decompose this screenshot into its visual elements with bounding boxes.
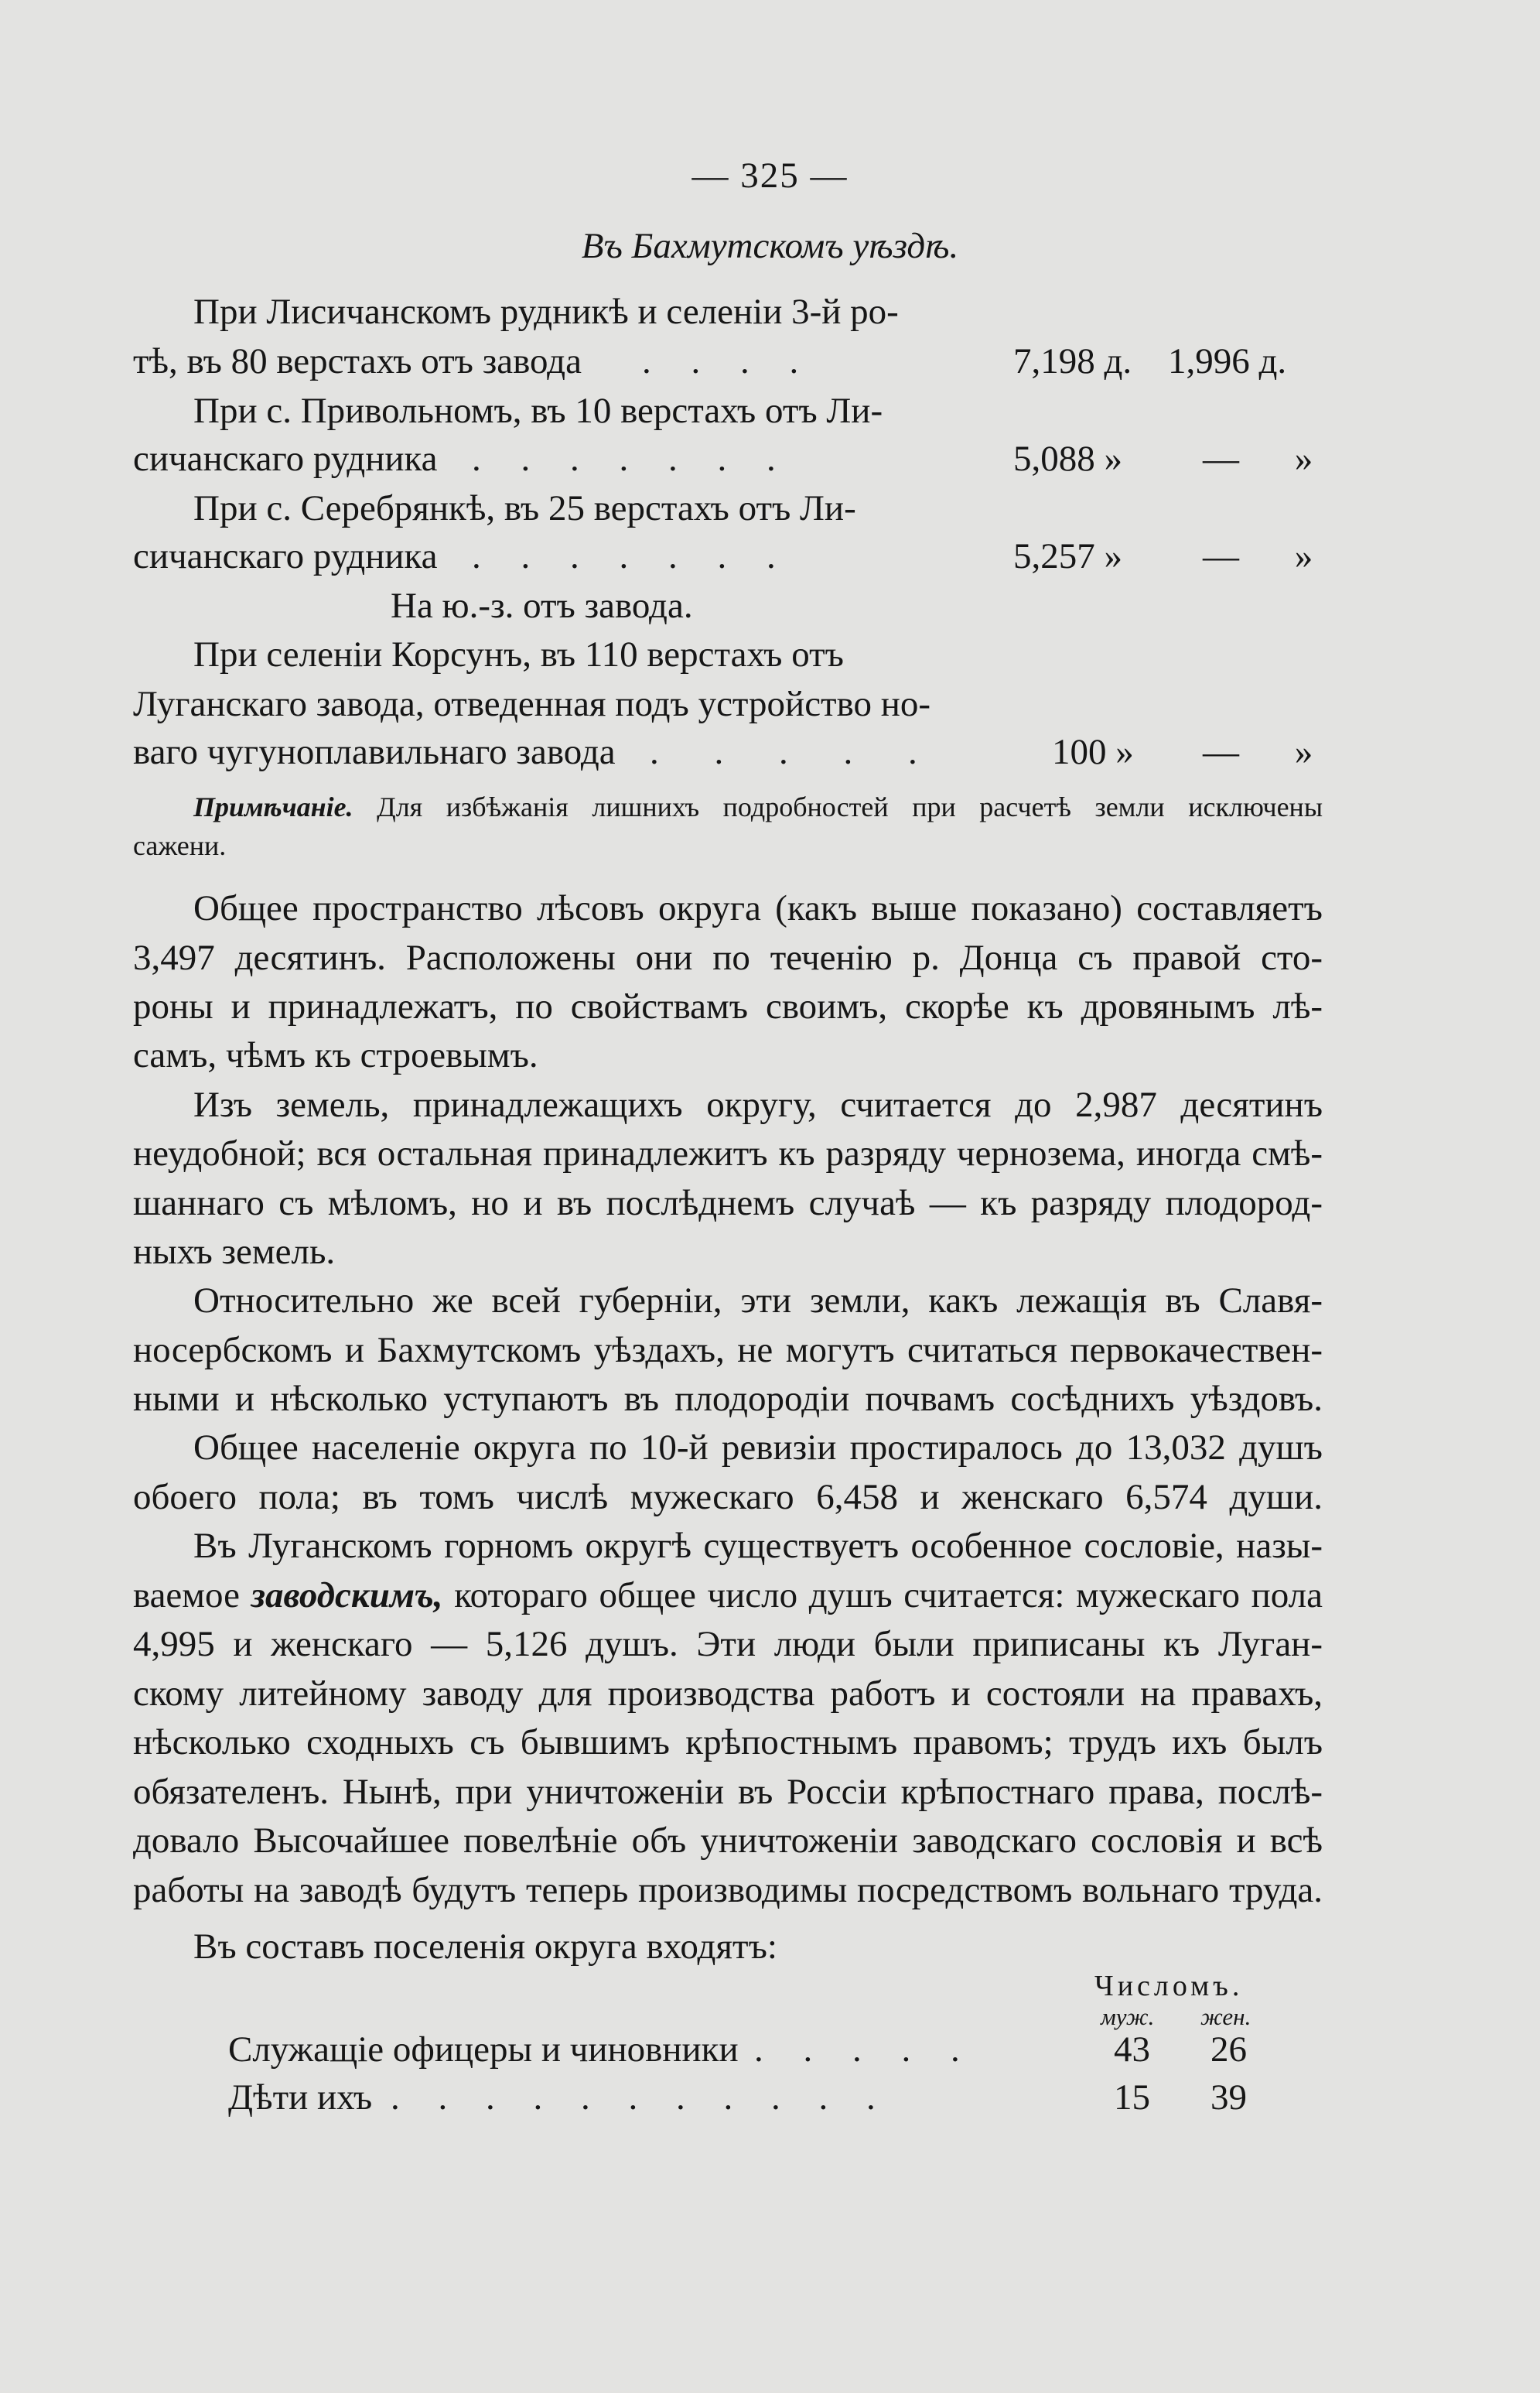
paragraph-5-line-5: нѣсколько сходныхъ съ бывшимъ крѣпостнымъ правомъ; трудъ ихъ былъ (133, 1722, 1323, 1762)
entry-2-value-1: 5,088 » (1013, 439, 1122, 479)
paragraph-3-line-2: носербскомъ и Бахмутскомъ уѣздахъ, не могутъ считаться первокачествен- (133, 1330, 1323, 1370)
paragraph-5-line-6: обязателенъ. Нынѣ, при уничтоженіи въ Россіи крѣпостнаго права, послѣ- (133, 1772, 1323, 1812)
entry-3-value-1: 5,257 » (1013, 536, 1122, 576)
table-row-2-label: Дѣти ихъ (228, 2077, 373, 2118)
entry-1-line2: тѣ, въ 80 верстахъ отъ завода (133, 341, 582, 381)
entry-2-value-2: — » (1203, 439, 1313, 479)
table-header-col-female: жен. (1200, 2003, 1251, 2030)
table-row-2-female: 39 (1210, 2077, 1247, 2118)
section-title: Въ Бахмутскомъ уѣздѣ. (581, 226, 959, 266)
paragraph-4-line-1: Общее населеніе округа по 10-й ревизіи простиралось до 13,032 душъ (193, 1427, 1323, 1468)
entry-2-dots: . . . . . . . (472, 439, 776, 479)
paragraph-5-line-4: скому литейному заводу для производства работъ и состояли на правахъ, (133, 1673, 1323, 1714)
entry-2-line2: сичанскаго рудника (133, 439, 438, 479)
table-row-1-female: 26 (1210, 2029, 1247, 2070)
sub-heading: На ю.-з. отъ завода. (391, 586, 693, 626)
note-line-1 (193, 789, 1323, 825)
table-row-1-male: 43 (1114, 2029, 1150, 2070)
paragraph-2-line-2: неудобной; вся остальная принадлежитъ къ разряду чернозема, иногда смѣ- (133, 1133, 1323, 1174)
paragraph-1-line-3: роны и принадлежатъ, по свойствамъ своимъ, скорѣе къ дровянымъ лѣ- (133, 986, 1323, 1027)
paragraph-1-line-2: 3,497 десятинъ. Расположены они по теченію р. Донца съ правой сто- (133, 938, 1323, 978)
entry-2-line1: При с. Привольномъ, въ 10 верстахъ отъ Ли- (193, 391, 883, 431)
paragraph-2-line-4: ныхъ земель. (133, 1232, 336, 1272)
entry-1-value-1: 7,198 д. (1013, 341, 1132, 381)
paragraph-4-line-2: обоего пола; въ томъ числѣ мужескаго 6,458 и женскаго 6,574 души. (133, 1477, 1323, 1517)
table-row-2-dots: . . . . . . . . . . . (391, 2077, 876, 2118)
paragraph-1-line-1: Общее пространство лѣсовъ округа (какъ выше показано) составляетъ (193, 888, 1323, 928)
paragraph-2-line-1: Изъ земель, принадлежащихъ округу, считается до 2,987 десятинъ (193, 1085, 1323, 1125)
note-text-1: Для избѣжанія лишнихъ подробностей при расчетѣ земли исключены (377, 791, 1323, 822)
paragraph-3-line-3: ными и нѣсколько уступаютъ въ плодородіи почвамъ сосѣднихъ уѣздовъ. (133, 1379, 1323, 1419)
paragraph-5-post: котораго общее число душъ считается: мужескаго пола (454, 1575, 1323, 1615)
entry-1-dots: . . . . (642, 341, 799, 381)
paragraph-2-line-3: шаннаго съ мѣломъ, но и въ послѣднемъ случаѣ — къ разряду плодород- (133, 1183, 1323, 1223)
entry-4-line3: ваго чугуноплавильнаго завода (133, 732, 616, 772)
entry-4-value-2: — » (1203, 732, 1313, 772)
entry-3-value-2: — » (1203, 536, 1313, 576)
note-label: Примѣчаніе. (193, 791, 353, 822)
paragraph-5-pre: ваемое (133, 1575, 240, 1615)
paragraph-3-line-1: Относительно же всей губерніи, эти земли, какъ лежащія въ Славя- (193, 1280, 1323, 1321)
table-header-col-male: муж. (1101, 2003, 1155, 2030)
composition-intro: Въ составъ поселенія округа входятъ: (193, 1926, 777, 1967)
entry-4-dots: . . . . . (650, 732, 917, 772)
paragraph-5-line-8: работы на заводѣ будутъ теперь производимы посредствомъ вольнаго труда. (133, 1870, 1323, 1910)
entry-1-value-2: 1,996 д. (1168, 341, 1287, 381)
entry-3-line1: При с. Серебрянкѣ, въ 25 верстахъ отъ Ли- (193, 488, 856, 528)
paragraph-5-line-3: 4,995 и женскаго — 5,126 душъ. Эти люди были приписаны къ Луган- (133, 1624, 1323, 1664)
paragraph-5-line-2 (133, 1571, 1323, 1619)
paragraph-1-line-4: самъ, чѣмъ къ строевымъ. (133, 1035, 538, 1075)
entry-4-value-1: 100 » (1052, 732, 1134, 772)
paragraph-5-emphasis: заводскимъ, (251, 1575, 443, 1615)
page-number: — 325 — (691, 156, 849, 196)
table-row-1-label: Служащіе офицеры и чиновники (228, 2029, 739, 2070)
entry-3-dots: . . . . . . . (472, 536, 776, 576)
table-row-1-dots: . . . . . (754, 2029, 960, 2070)
entry-3-line2: сичанскаго рудника (133, 536, 438, 576)
paragraph-5-line-7: довало Высочайшее повелѣніе объ уничтоженіи заводскаго сословія и всѣ (133, 1820, 1323, 1861)
table-row-2-male: 15 (1114, 2077, 1150, 2118)
entry-4-line2: Луганскаго завода, отведенная подъ устройство но- (133, 684, 931, 724)
entry-4-line1: При селеніи Корсунъ, въ 110 верстахъ отъ (193, 634, 844, 675)
note-line-2: сажени. (133, 830, 227, 861)
entry-1-line1: При Лисичанскомъ рудникѣ и селеніи 3-й ро- (193, 292, 899, 332)
table-header-count: Числомъ. (1094, 1970, 1244, 2002)
paragraph-5-line-1: Въ Луганскомъ горномъ округѣ существуетъ особенное сословіе, назы- (193, 1526, 1323, 1566)
